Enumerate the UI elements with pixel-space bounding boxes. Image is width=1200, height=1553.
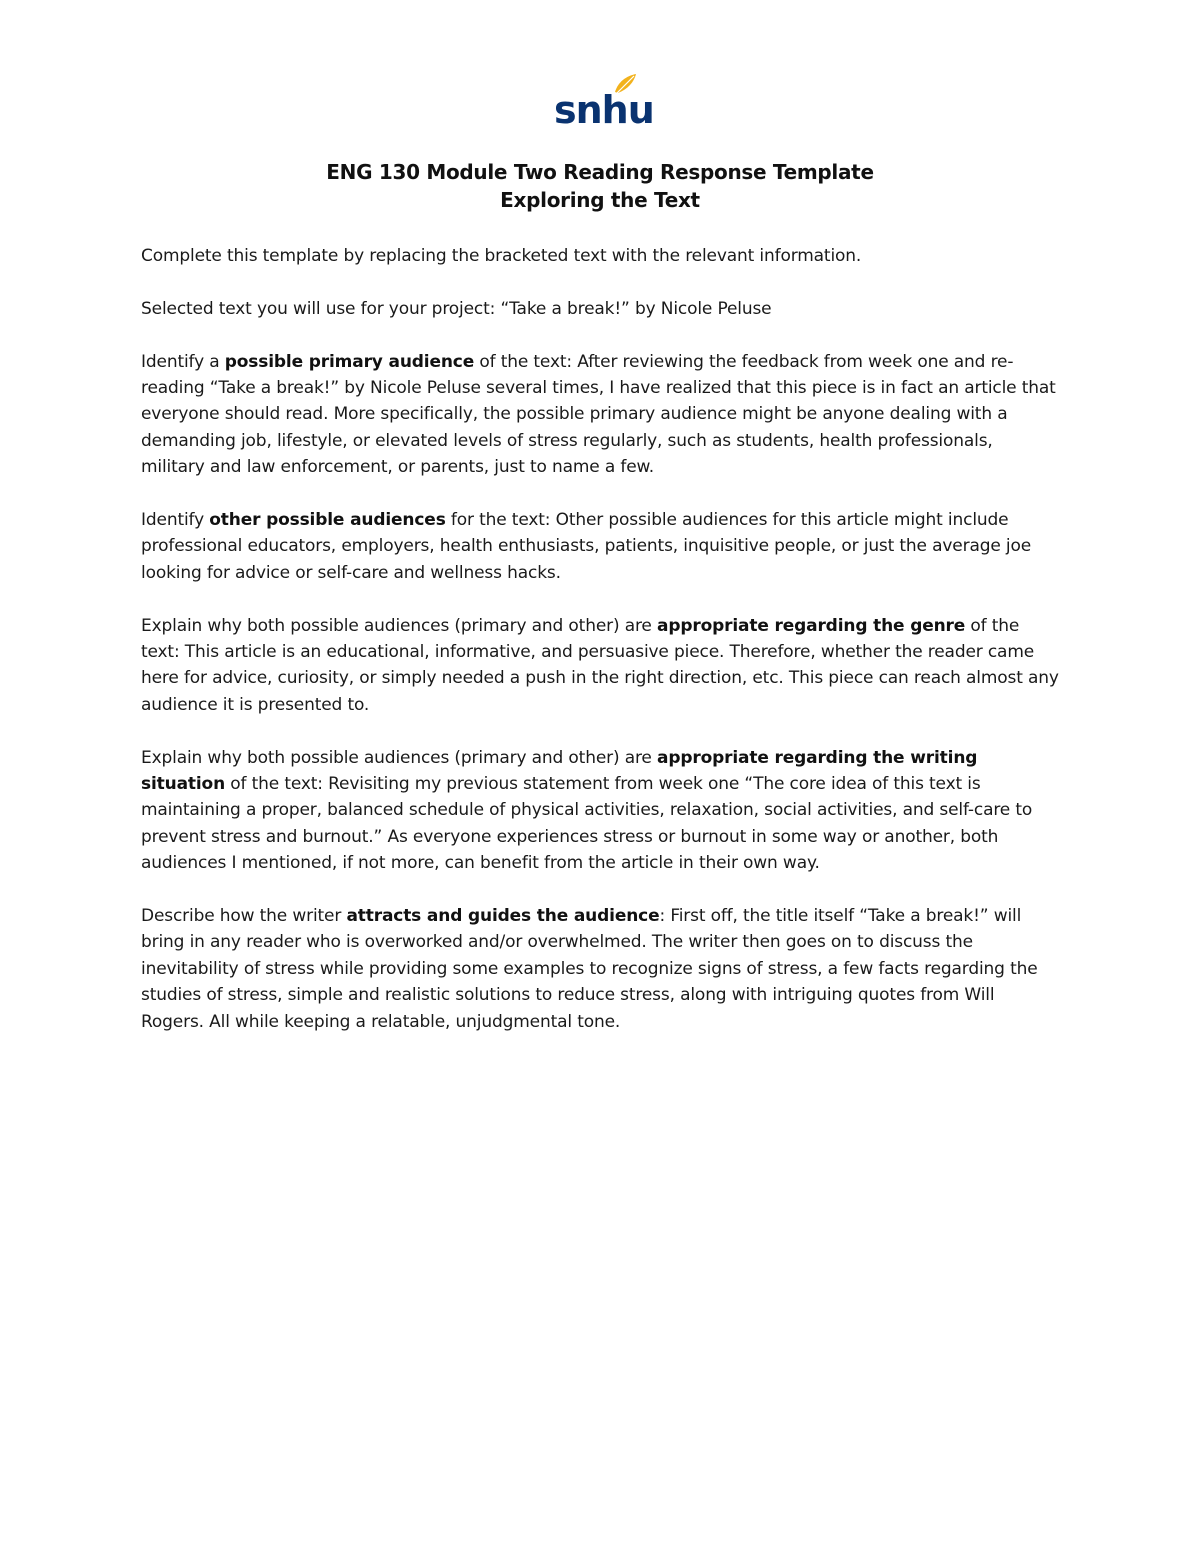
selected-text-value: “Take a break!” by Nicole Peluse	[500, 298, 772, 319]
selected-text-line	[141, 296, 1061, 322]
question-suffix: of the text:	[474, 351, 578, 372]
question-keyword: appropriate regarding the genre	[657, 615, 966, 636]
primary-audience-section	[141, 349, 1061, 481]
question-suffix: :	[659, 906, 671, 927]
answer-text: First off, the title itself “Take a break!” will bring in any reader who is overworked and/or overwhelmed. The writer then goes on to discuss the inevitability of stress while providing some examples to recognize signs of stress, a few facts regarding the studies of stress, simple and realistic solutions to reduce stress, along with intriguing quotes from Will Rogers. All while keeping a relatable, unjudgmental tone.	[141, 906, 1038, 1032]
question-suffix: for the text:	[445, 510, 556, 531]
answer-text: Revisiting my previous statement from week one “The core idea of this text is maintaining a proper, balanced schedule of physical activities, relaxation, social activities, and self-care to prevent stress and burnout.” As everyone experiences stress or burnout in some way or another, both audiences I mentioned, if not more, can benefit from the article in their own way.	[141, 774, 1033, 874]
question-prefix: Identify a	[141, 351, 225, 372]
document-subtitle: Exploring the Text	[500, 188, 700, 212]
question-suffix: of the text:	[141, 615, 1020, 663]
other-audiences-section	[141, 507, 1061, 586]
question-prefix: Explain why both possible audiences (primary and other) are	[141, 615, 657, 636]
writing-situation-section	[141, 745, 1061, 877]
logo-text: snhu	[554, 88, 654, 132]
question-keyword: possible primary audience	[224, 351, 475, 372]
question-keyword: other possible audiences	[209, 510, 446, 531]
answer-text: Other possible audiences for this article might include professional educators, employers, health enthusiasts, patients, inquisitive people, or just the average joe looking for advice or self-care and wellness hacks.	[141, 510, 1032, 583]
selected-text-label: Selected text you will use for your project:	[141, 298, 501, 319]
question-suffix: of the text:	[225, 774, 329, 795]
document-title: ENG 130 Module Two Reading Response Template	[326, 160, 874, 184]
question-keyword: attracts and guides the audience	[346, 906, 660, 927]
question-prefix: Identify	[141, 510, 210, 531]
question-keyword: appropriate regarding the writing situation	[141, 747, 978, 795]
answer-text: After reviewing the feedback from week one and re-reading “Take a break!” by Nicole Peluse several times, I have realized that this piece is in fact an article that everyone should read. More specifically, the possible primary audience might be anyone dealing with a demanding job, lifestyle, or elevated levels of stress regularly, such as students, health professionals, military and law enforcement, or parents, just to name a few.	[141, 351, 1056, 478]
answer-text: This article is an educational, informative, and persuasive piece. Therefore, whether the reader came here for advice, curiosity, or simply needed a push in the right direction, etc. This piece can reach almost any audience it is presented to.	[141, 642, 1059, 715]
question-prefix: Describe how the writer	[141, 906, 347, 927]
attracts-guides-section	[141, 903, 1061, 1035]
genre-section	[141, 613, 1061, 719]
document-body	[141, 243, 1061, 1061]
instructions: Complete this template by replacing the bracketed text with the relevant information.	[141, 246, 862, 266]
question-prefix: Explain why both possible audiences (primary and other) are	[141, 747, 657, 768]
snhu-logo	[554, 72, 654, 134]
document-header	[0, 158, 1200, 214]
